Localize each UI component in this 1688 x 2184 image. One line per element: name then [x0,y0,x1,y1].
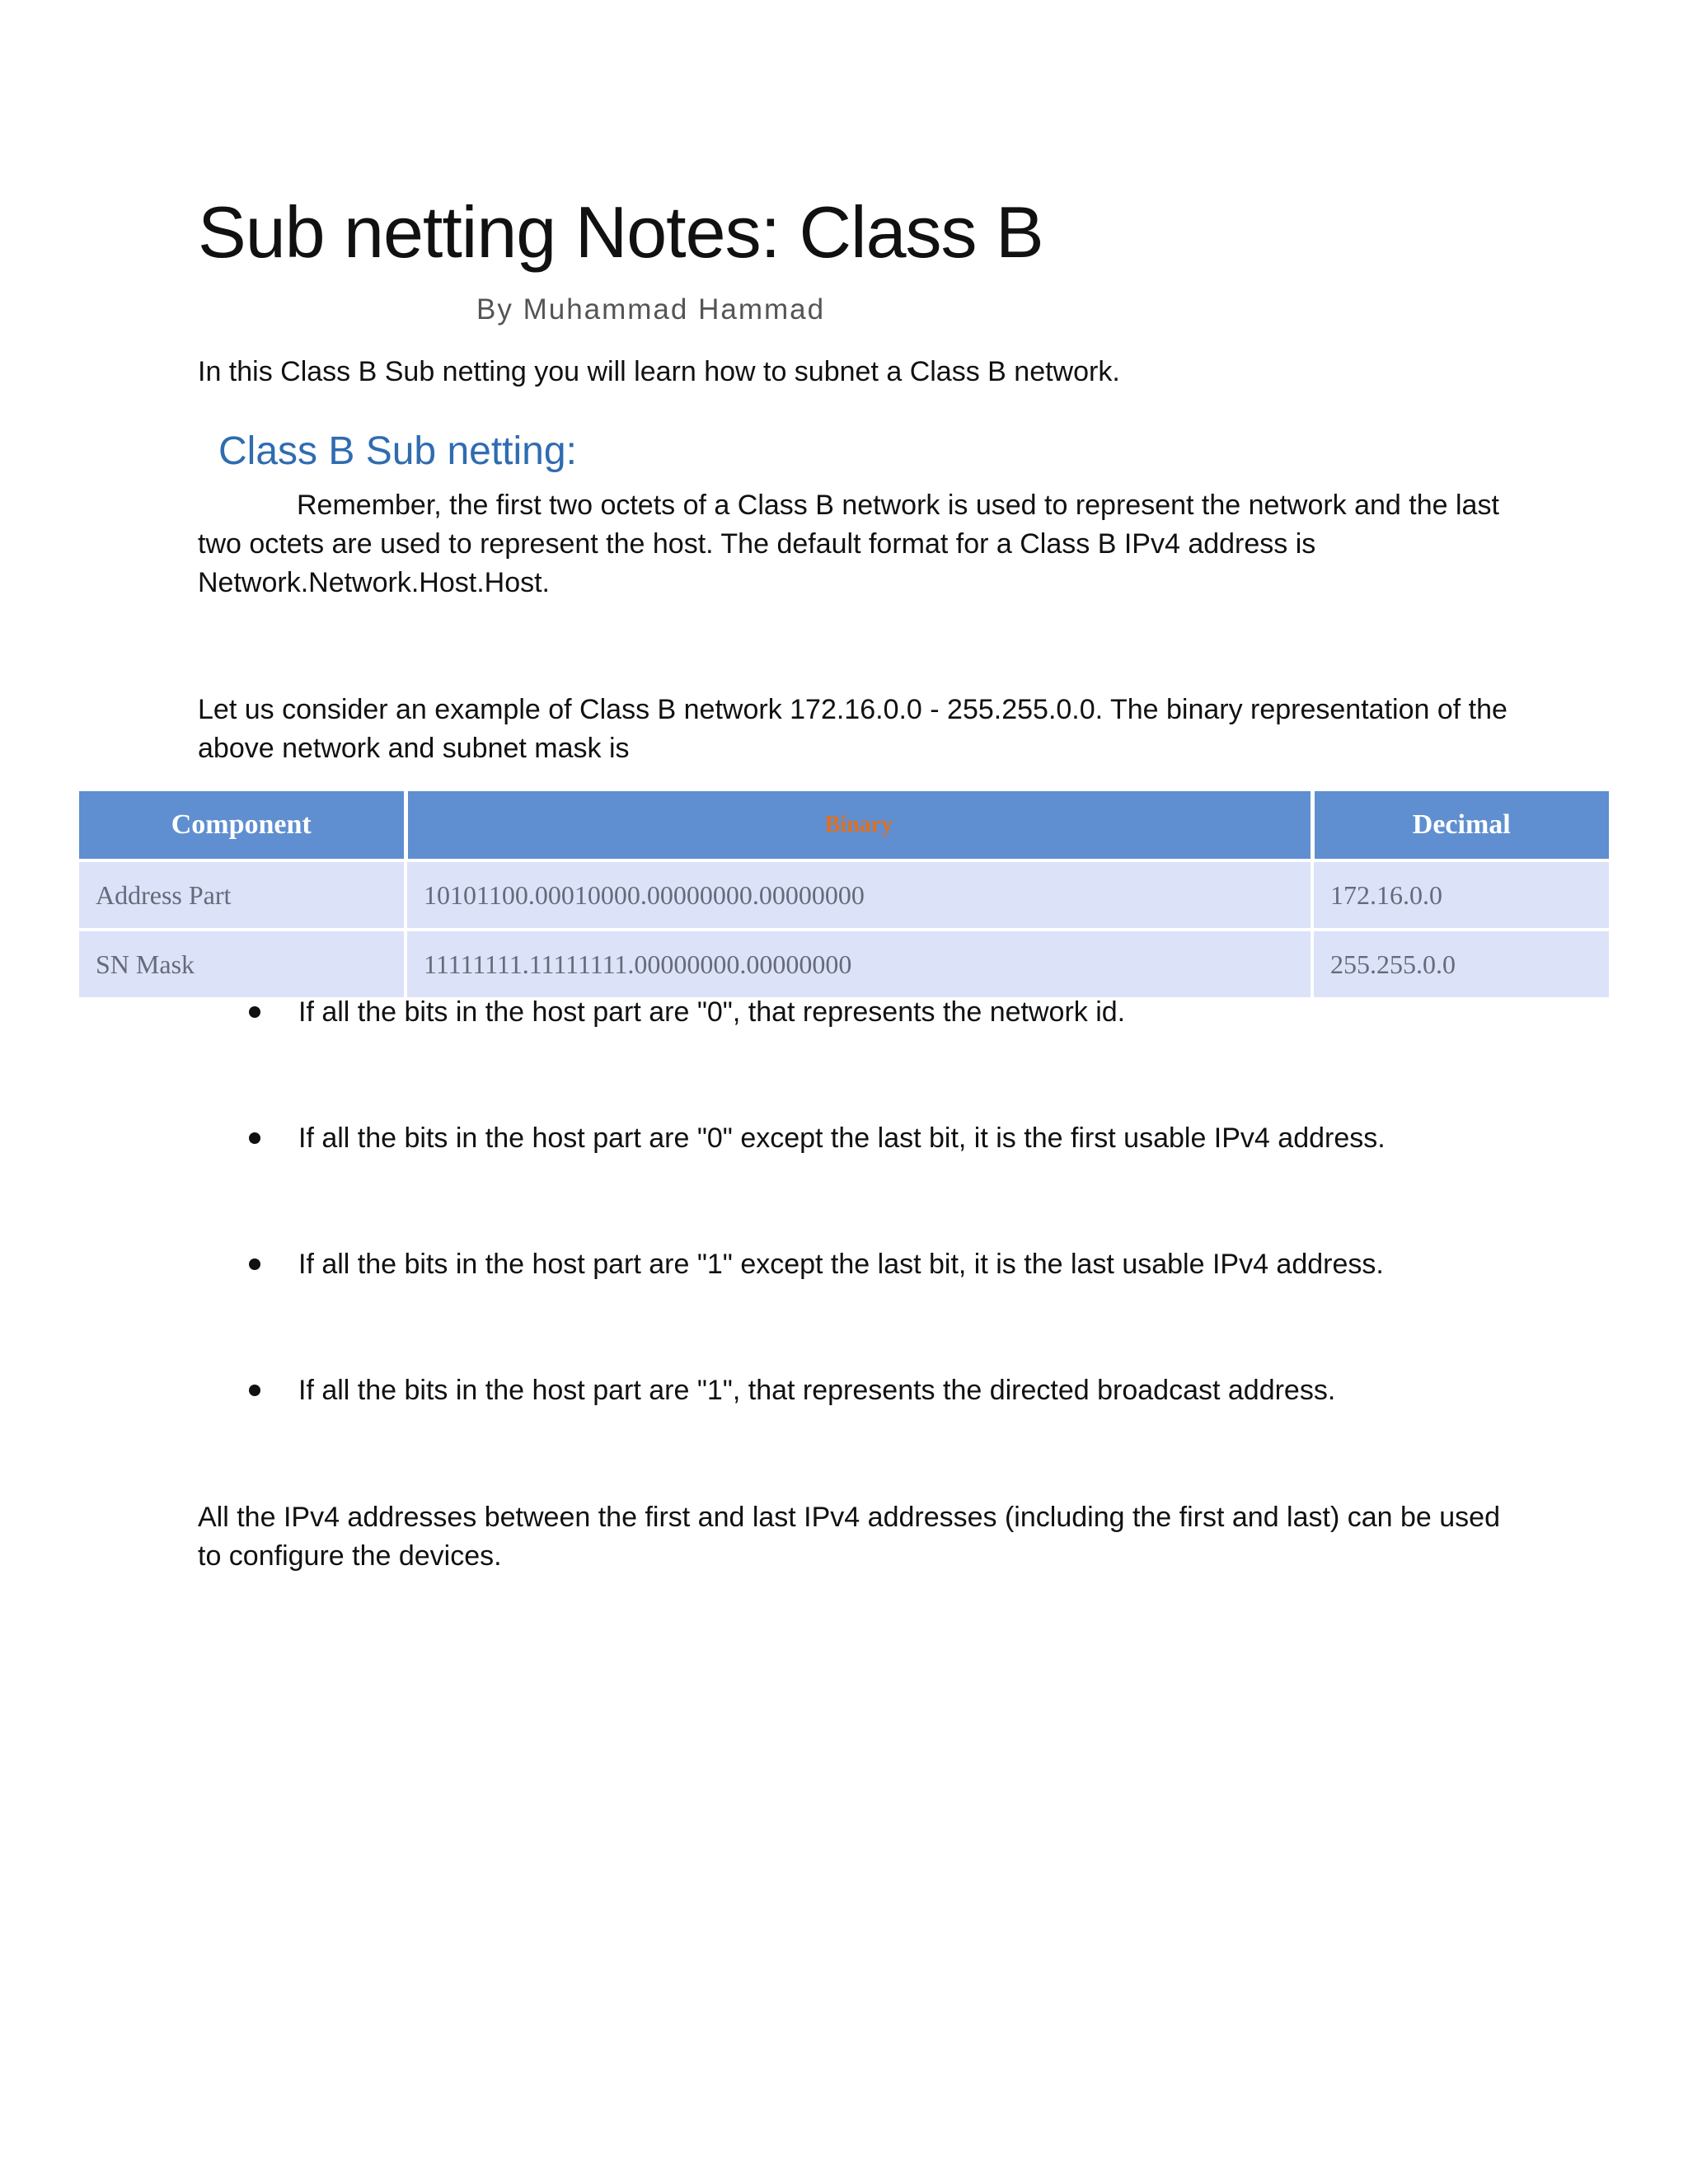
subnet-table [79,791,1609,997]
cell-component: SN Mask [79,930,406,997]
remember-paragraph: Remember, the first two octets of a Class B network is used to represent the network and the last two octets are used to represent the host. The default format for a Class B IPv4 address is Network.Network.Host.Host. [198,490,1499,598]
bullet-icon [249,1258,260,1270]
example-paragraph: Let us consider an example of Class B network 172.16.0.0 - 255.255.0.0. The binary representation of the above network and subnet mask is [198,694,1507,764]
bullet-icon [249,1132,260,1144]
cell-binary: 11111111.11111111.00000000.00000000 [406,930,1312,997]
closing-paragraph: All the IPv4 addresses between the first and last IPv4 addresses (including the first and last) can be used to configure the devices. [198,1502,1500,1572]
header-binary: Binary [406,791,1312,860]
list-item [239,1119,1558,1245]
cell-component: Address Part [79,860,406,930]
cell-binary: 10101100.00010000.00000000.00000000 [406,860,1312,930]
intro-paragraph: In this Class B Sub netting you will learn how to subnet a Class B network. [198,356,1120,387]
table-row [79,930,1609,997]
bullet-text: If all the bits in the host part are "1" except the last bit, it is the last usable IPv4 address. [298,1249,1384,1280]
cell-decimal: 255.255.0.0 [1312,930,1609,997]
list-item [239,1245,1558,1371]
section-heading: Class B Sub netting: [218,429,577,473]
header-decimal: Decimal [1312,791,1609,860]
table-row [79,860,1609,930]
author-line: By Muhammad Hammad [476,293,826,326]
header-component: Component [79,791,406,860]
bullet-text: If all the bits in the host part are "0" except the last bit, it is the first usable IPv4 address. [298,1122,1386,1154]
cell-decimal: 172.16.0.0 [1312,860,1609,930]
bullet-list [239,993,1558,1497]
list-item [239,993,1558,1119]
bullet-icon [249,1385,260,1396]
page-title: Sub netting Notes: Class B [198,191,1043,273]
bullet-text: If all the bits in the host part are "0", that represents the network id. [298,996,1126,1028]
table-header-row [79,791,1609,860]
bullet-text: If all the bits in the host part are "1", that represents the directed broadcast address. [298,1375,1336,1406]
list-item [239,1371,1558,1497]
bullet-icon [249,1006,260,1018]
